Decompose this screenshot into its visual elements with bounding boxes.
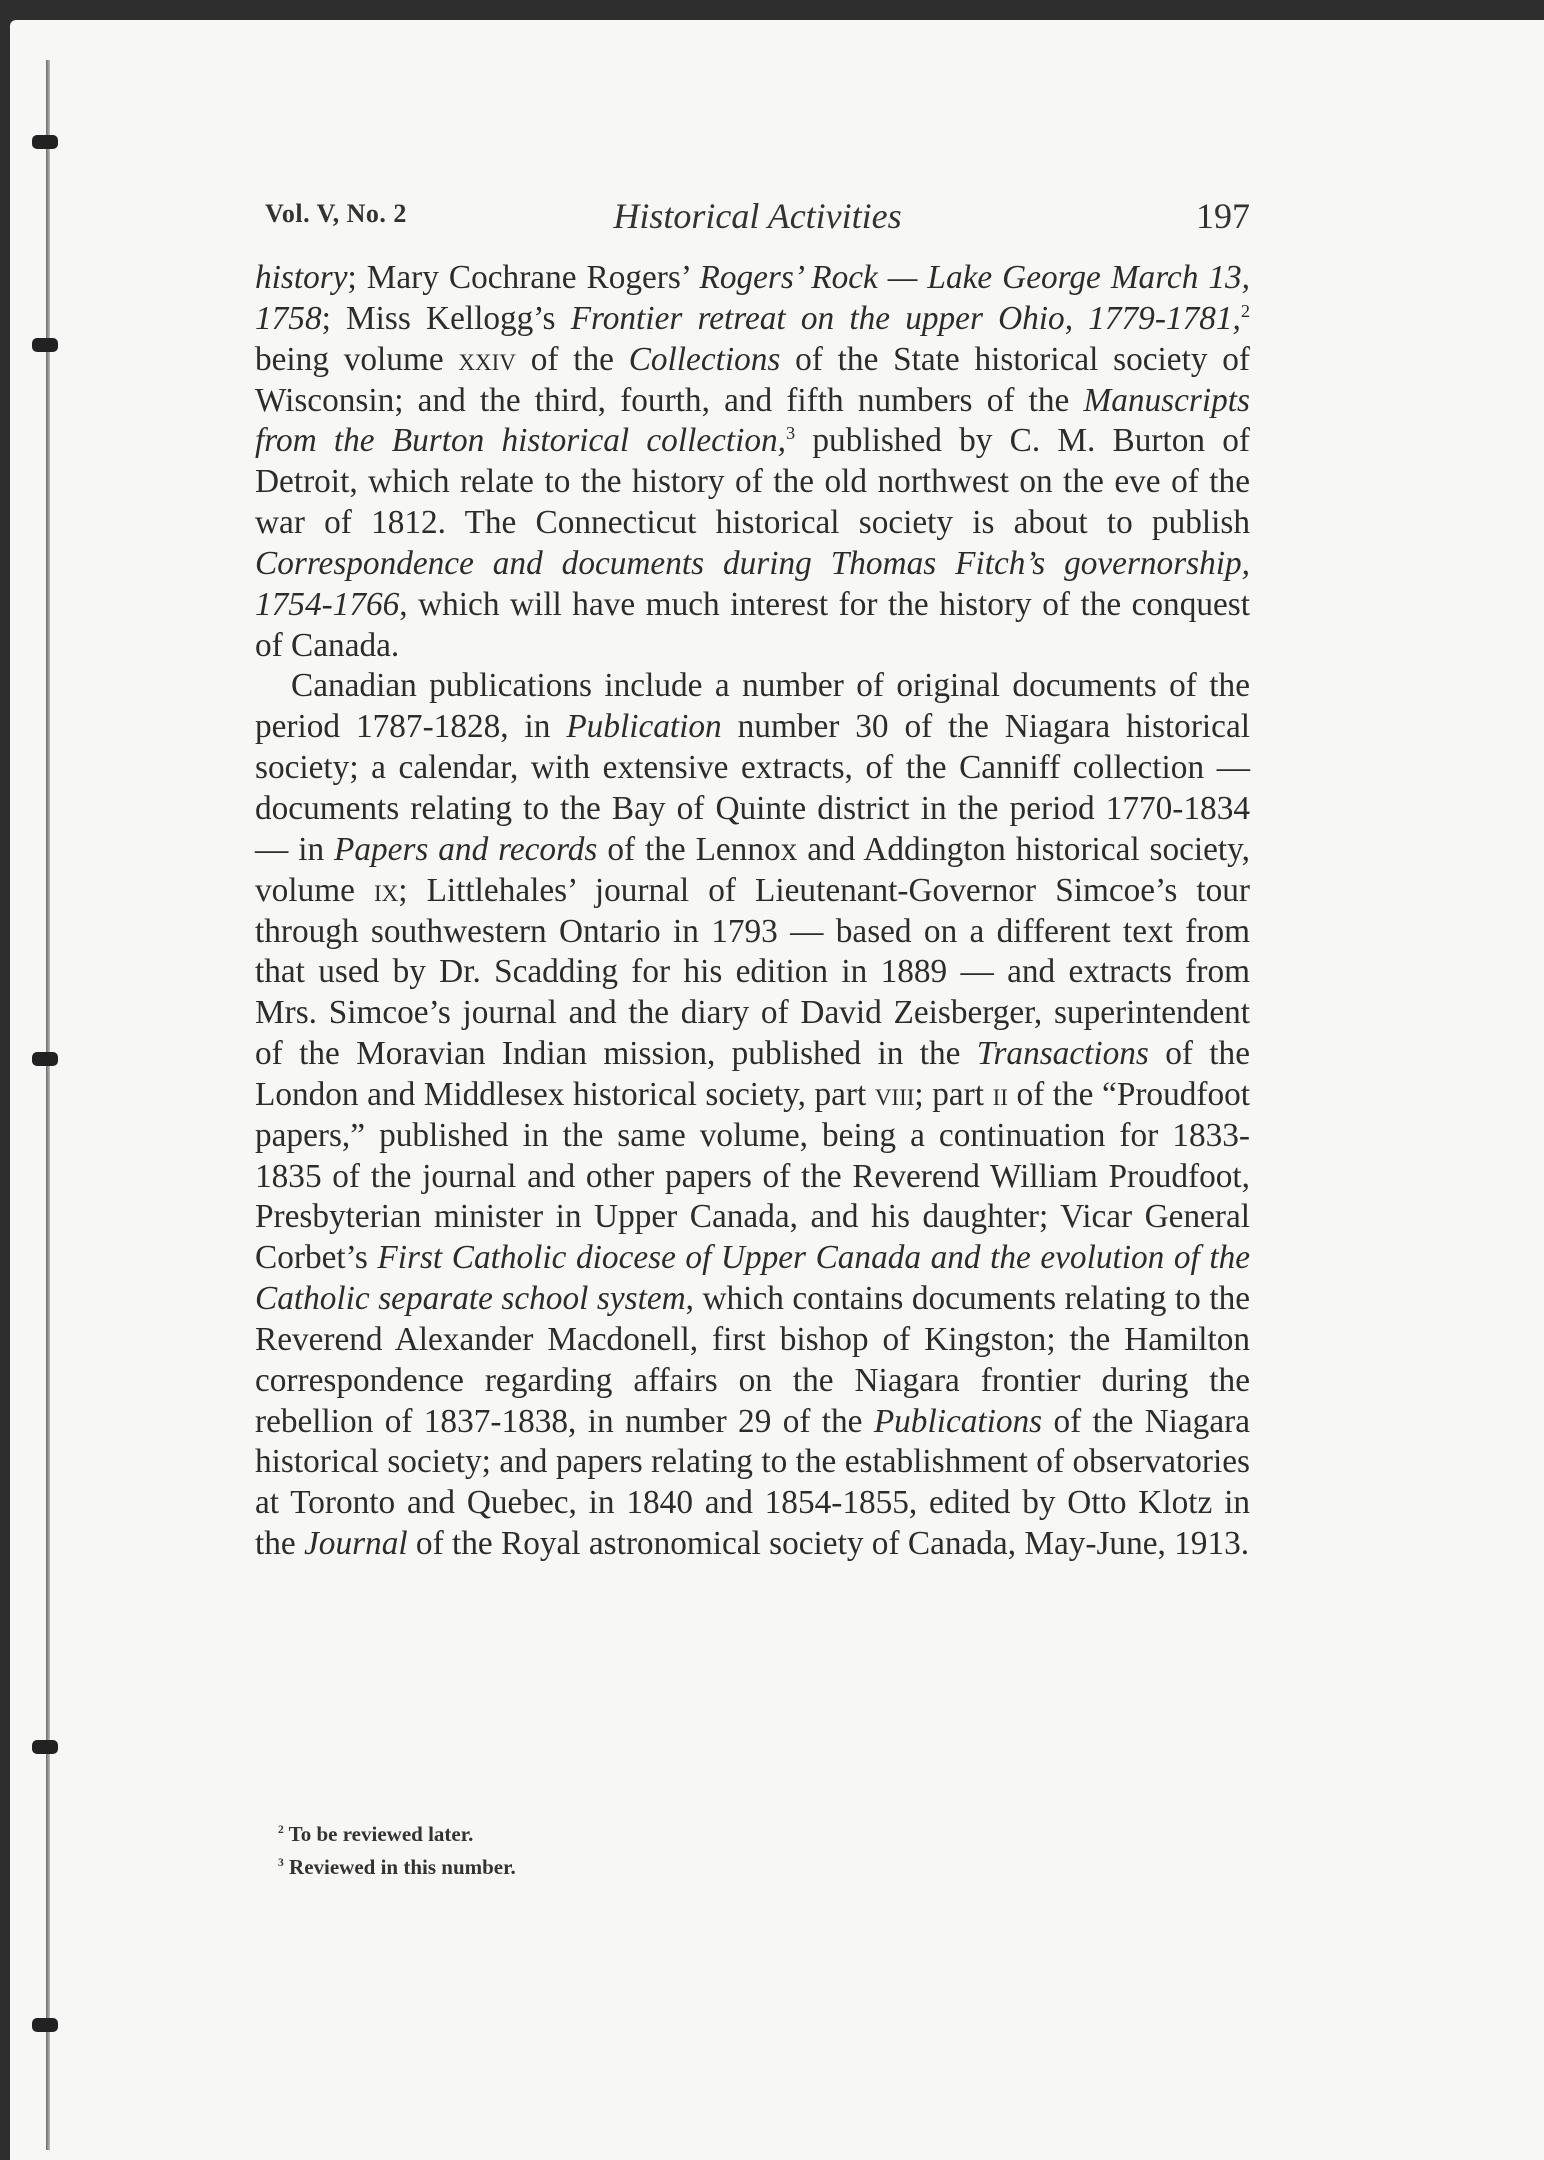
running-header [265, 195, 1250, 239]
binding-mark [32, 1052, 58, 1066]
body-text-run: of the “Proudfoot papers,” published in the same volume, being a continuation for 1833-1835 of the journal and other papers of the Reverend William Proudfoot, Presbyterian minister in Upper Canada, and his daughter; Vicar General Corbet’s [255, 1075, 1251, 1277]
binding-mark [32, 135, 58, 149]
body-text-run: number 30 of the Niagara historical society; a calendar, with extensive extracts, of the Canniff collection — documents relating to the Bay of Quinte district in the period 1770-1834 — in [255, 708, 1250, 868]
roman-numeral: ii [992, 1075, 1008, 1113]
binding-mark [32, 2018, 58, 2032]
paragraph-1 [255, 258, 1250, 666]
italic-title: Rogers’ Rock — Lake George March 13, 1758 [255, 259, 1250, 337]
italic-title: Frontier retreat on the upper Ohio, 1779-1781, [570, 299, 1241, 337]
volume-label: Vol. V, No. 2 [265, 199, 407, 228]
body-text-run: ; Mary Cochrane Rogers’ [347, 259, 700, 296]
footnotes [278, 1818, 1178, 1884]
italic-text: history [255, 259, 348, 296]
footnote [278, 1851, 1178, 1884]
binding-mark [32, 1740, 58, 1754]
body-text-run: , which contains documents relating to the Reverend Alexander Macdonell, first bishop of Kingston; the Hamilton correspondence regarding affairs on the Niagara frontier during the rebellion of 1837-1838, in number 29 of the [255, 1280, 1250, 1440]
body-text-run: of the State historical society of Wisconsin; and the third, fourth, and fifth numbers of the [255, 340, 1251, 419]
footnote-marker: 3 [278, 1857, 284, 1869]
italic-title: Publication [566, 708, 722, 746]
footnote-marker: 2 [278, 1824, 284, 1836]
italic-title: Publications [873, 1402, 1043, 1440]
italic-title: First Catholic diocese of Upper Canada and the evolution of the Catholic separate school system [255, 1239, 1251, 1318]
italic-title: Transactions [976, 1035, 1149, 1073]
footnote-text: Reviewed in this number. [283, 1855, 516, 1879]
roman-numeral: viii [874, 1075, 915, 1113]
article-body [255, 258, 1250, 1565]
footnote-text: To be reviewed later. [283, 1822, 474, 1846]
body-text-run: of the Niagara historical society; and papers relating to the establishment of observatories at Toronto and Quebec, in 1840 and 1854-1855, edited by Otto Klotz in the [255, 1402, 1250, 1563]
body-text-run: ; Miss Kellogg’s [321, 299, 571, 337]
footnote [278, 1818, 1178, 1851]
paragraph-2 [255, 666, 1250, 1565]
body-text-run: being volume [255, 340, 459, 378]
body-text-run: of the London and Middlesex historical society, part [255, 1035, 1250, 1113]
body-text-run: of the Lennox and Addington historical society, volume [255, 830, 1250, 909]
body-text-run: ; part [914, 1075, 993, 1113]
body-text-run: of the [515, 340, 629, 378]
italic-title: Papers and records [334, 830, 598, 868]
body-text-run: Canadian publications include a number of original documents of the period 1787-1828, in [255, 667, 1250, 746]
roman-numeral: xxiv [458, 340, 516, 378]
body-text-run: of the Royal astronomical society of Canada, May-June, 1913. [407, 1525, 1250, 1563]
italic-title: Collections [628, 340, 781, 378]
running-title: Historical Activities [613, 196, 902, 236]
italic-title: Journal [304, 1525, 408, 1563]
binding-mark [32, 338, 58, 352]
page-binding-edge [46, 60, 50, 2150]
italic-title: Correspondence and documents during Thomas Fitch’s governorship, 1754-1766 [255, 544, 1250, 623]
body-text-run: ; Littlehales’ journal of Lieutenant-Governor Simcoe’s tour through southwestern Ontario in 1793 — based on a different text from that used by Dr. Scadding for his edition in 1889 — and extracts from Mrs. Simcoe’s journal and the diary of David Zeisberger, superintendent of the Moravian Indian mission, published in the [255, 871, 1250, 1073]
body-text-run: published by C. M. Burton of Detroit, which relate to the history of the old northwest on the eve of the war of 1812. The Connecticut historical society is about to publish [255, 422, 1251, 542]
italic-title: Manuscripts from the Burton historical collection, [255, 381, 1250, 460]
footnote-ref: 3 [786, 423, 796, 444]
page-number: 197 [1196, 196, 1250, 236]
body-text-run: , which will have much interest for the history of the conquest of Canada. [255, 585, 1250, 664]
footnote-ref: 2 [1240, 300, 1250, 321]
roman-numeral: ix [373, 871, 399, 909]
